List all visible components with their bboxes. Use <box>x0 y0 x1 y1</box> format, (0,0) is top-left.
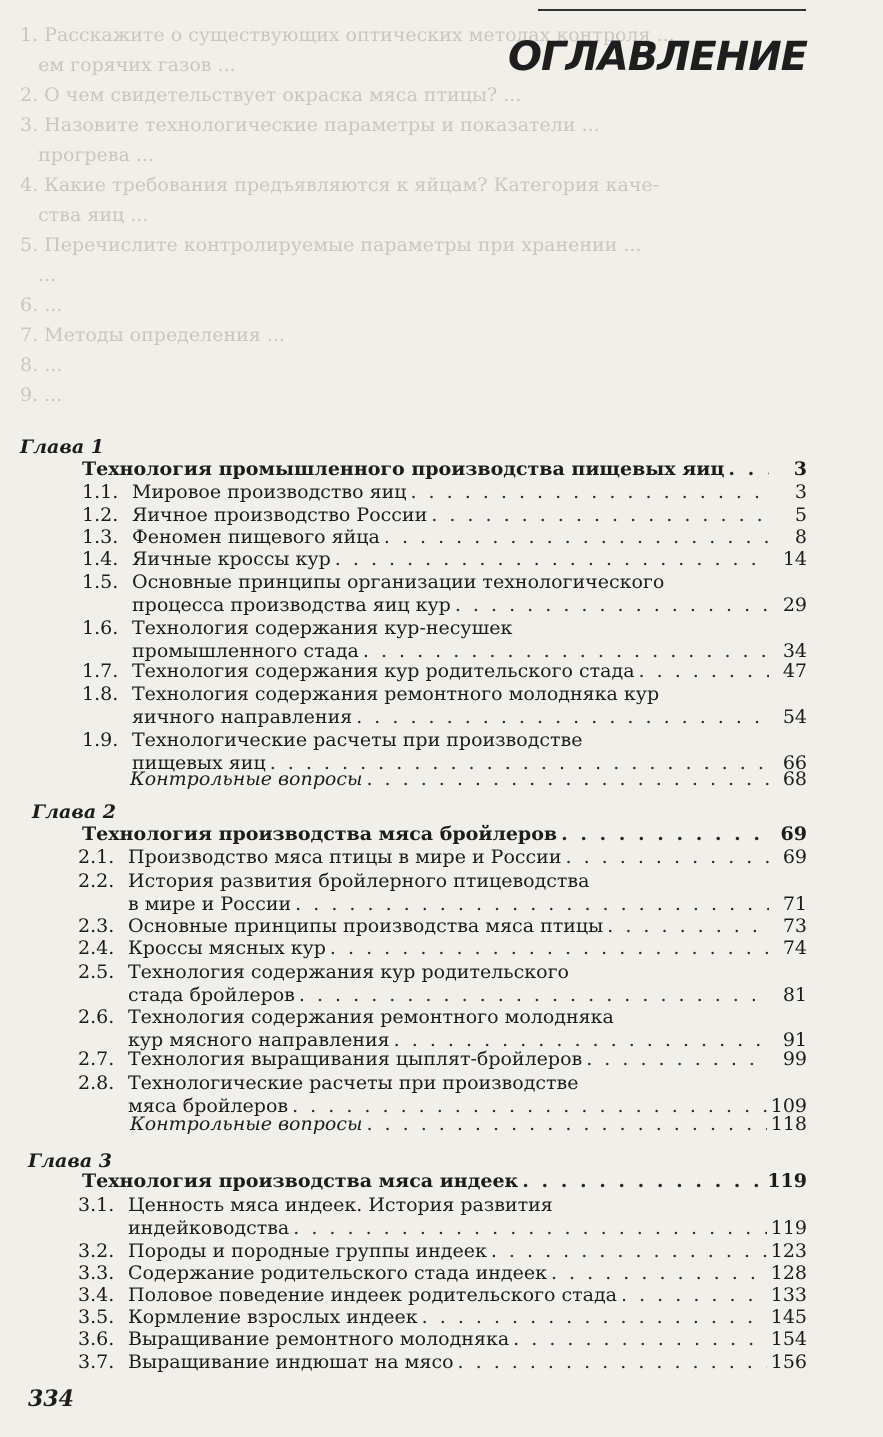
entry-title: индейководства <box>128 1216 290 1239</box>
bleed-through-line: 2. О чем свидетельствует окраска мяса птицы? ... <box>20 84 522 106</box>
entry-title: Контрольные вопросы <box>130 768 363 790</box>
page-reference: 99 <box>782 1048 807 1070</box>
section-number: 3.2. <box>78 1240 115 1262</box>
page-reference: 74 <box>782 937 807 959</box>
page-reference: 34 <box>782 639 807 662</box>
section-number: 1.8. <box>82 683 119 705</box>
bleed-through-line: 1. Расскажите о существующих оптических методах контроля ... <box>20 24 675 46</box>
bleed-through-line: 5. Перечислите контролируемые параметры при хранении ... <box>20 234 642 256</box>
section-number: 2.6. <box>78 1006 115 1028</box>
section-number: 3.5. <box>78 1306 115 1328</box>
page-reference: 66 <box>782 751 807 774</box>
bleed-through-line: 3. Назовите технологические параметры и показатели ... <box>20 114 600 136</box>
page-reference: 5 <box>794 504 807 526</box>
dot-leader <box>728 458 769 481</box>
dot-leader <box>607 915 769 938</box>
entry-title: История развития бройлерного птицеводства <box>128 870 590 892</box>
page-reference: 68 <box>782 768 807 790</box>
section-number: 2.7. <box>78 1048 115 1070</box>
page-reference: 14 <box>782 548 807 570</box>
page-reference: 156 <box>770 1351 807 1373</box>
chapter-label: Глава 1 <box>20 436 104 458</box>
section-entry <box>78 846 807 869</box>
page-reference: 3 <box>793 458 807 480</box>
section-entry <box>78 1351 807 1374</box>
review-questions-entry <box>130 1113 807 1136</box>
page-reference: 109 <box>770 1094 807 1117</box>
section-number: 1.6. <box>82 617 119 639</box>
dot-leader <box>621 1284 767 1307</box>
section-number: 1.3. <box>82 526 119 548</box>
bleed-through-line: 6. ... <box>20 294 63 316</box>
page-number: 334 <box>28 1386 74 1412</box>
dot-leader <box>458 1351 767 1374</box>
dot-leader <box>295 893 769 916</box>
section-entry <box>82 504 807 527</box>
page-reference: 47 <box>782 660 807 682</box>
entry-title: Яичные кроссы кур <box>132 548 331 570</box>
entry-title: Контрольные вопросы <box>130 1113 363 1135</box>
entry-title: промышленного стада <box>132 639 359 662</box>
bleed-through-line: ства яиц ... <box>20 204 149 226</box>
dot-leader <box>639 660 769 683</box>
section-number: 3.7. <box>78 1351 115 1373</box>
section-number: 1.9. <box>82 729 119 751</box>
entry-title: Технологические расчеты при производстве <box>128 1072 579 1094</box>
section-entry <box>78 1284 807 1307</box>
chapter-title-entry <box>82 823 807 846</box>
bleed-through-line: ем горячих газов ... <box>20 54 236 76</box>
page-title: ОГЛАВЛЕНИЕ <box>508 34 807 80</box>
section-number: 2.2. <box>78 870 115 892</box>
section-number: 1.7. <box>82 660 119 682</box>
page-reference: 73 <box>782 915 807 937</box>
entry-title: Основные принципы организации технологического <box>132 571 665 593</box>
entry-title: Технология содержания кур родительского <box>128 961 569 983</box>
entry-title: Содержание родительского стада индеек <box>128 1262 547 1284</box>
section-number: 3.1. <box>78 1194 115 1216</box>
dot-leader <box>491 1240 767 1263</box>
entry-title: Технология содержания ремонтного молодняка кур <box>132 683 660 705</box>
section-entry <box>78 1240 807 1263</box>
entry-title: Породы и породные группы индеек <box>128 1240 487 1262</box>
page-reference: 133 <box>770 1284 807 1306</box>
section-entry <box>82 617 807 662</box>
section-number: 1.2. <box>82 504 119 526</box>
section-entry <box>82 526 807 549</box>
page-reference: 3 <box>794 481 807 503</box>
section-entry <box>78 1306 807 1329</box>
dot-leader <box>586 1048 769 1071</box>
section-number: 3.4. <box>78 1284 115 1306</box>
dot-leader <box>299 984 769 1007</box>
section-entry <box>78 1006 807 1051</box>
entry-title: мяса бройлеров <box>128 1094 289 1117</box>
dot-leader <box>566 846 769 869</box>
page-reference: 118 <box>770 1113 807 1135</box>
dot-leader <box>513 1328 767 1351</box>
entry-title: пищевых яиц <box>132 751 266 774</box>
page-reference: 69 <box>780 823 807 845</box>
page-reference: 119 <box>770 1216 807 1239</box>
entry-title: яичного направления <box>132 705 353 728</box>
section-entry <box>78 1194 807 1239</box>
page-reference: 154 <box>770 1328 807 1350</box>
entry-title: Технология выращивания цыплят-бройлеров <box>128 1048 583 1070</box>
section-number: 2.3. <box>78 915 115 937</box>
entry-title: Технология содержания кур-несушек <box>132 617 513 639</box>
bleed-through-line: 9. ... <box>20 384 63 406</box>
chapter-label: Глава 3 <box>28 1150 112 1172</box>
dot-leader <box>410 481 769 504</box>
review-questions-entry <box>130 768 807 791</box>
bleed-through-line: 8. ... <box>20 354 63 376</box>
dot-leader <box>561 823 769 846</box>
section-number: 1.1. <box>82 481 119 503</box>
section-number: 3.3. <box>78 1262 115 1284</box>
entry-title: Технология промышленного производства пищевых яиц <box>82 458 725 480</box>
section-entry <box>82 548 807 571</box>
entry-title: Половое поведение индеек родительского стада <box>128 1284 617 1306</box>
entry-title: стада бройлеров <box>128 983 295 1006</box>
entry-title: Мировое производство яиц <box>132 481 407 503</box>
section-number: 1.5. <box>82 571 119 593</box>
entry-title: Ценность мяса индеек. История развития <box>128 1194 553 1216</box>
entry-title: Технологические расчеты при производстве <box>132 729 583 751</box>
page-reference: 8 <box>794 526 807 548</box>
chapter-label: Глава 2 <box>32 801 116 823</box>
entry-title: Феномен пищевого яйца <box>132 526 380 548</box>
page-reference: 81 <box>782 983 807 1006</box>
dot-leader <box>356 706 769 729</box>
page-reference: 54 <box>782 705 807 728</box>
page-reference: 69 <box>782 846 807 868</box>
dot-leader <box>455 594 769 617</box>
dot-leader <box>293 1217 766 1240</box>
page-reference: 128 <box>770 1262 807 1284</box>
chapter-title-entry <box>82 1170 807 1193</box>
bleed-through-line: ... <box>20 264 57 286</box>
dot-leader <box>384 526 769 549</box>
page-reference: 29 <box>782 593 807 616</box>
section-number: 1.4. <box>82 548 119 570</box>
entry-title: Кормление взрослых индеек <box>128 1306 418 1328</box>
entry-title: в мире и России <box>128 892 292 915</box>
section-entry <box>78 1328 807 1351</box>
section-entry <box>78 1262 807 1285</box>
entry-title: процесса производства яиц кур <box>132 593 451 616</box>
entry-title: Кроссы мясных кур <box>128 937 326 959</box>
page-reference: 119 <box>767 1170 807 1192</box>
dot-leader <box>431 504 769 527</box>
page-reference: 91 <box>782 1028 807 1051</box>
section-entry <box>78 1072 807 1117</box>
bleed-through-line: 4. Какие требования предъявляются к яйцам? Категория каче- <box>20 174 660 196</box>
section-entry <box>78 870 807 915</box>
section-entry <box>82 481 807 504</box>
section-entry <box>82 571 807 616</box>
entry-title: Яичное производство России <box>132 504 428 526</box>
entry-title: кур мясного направления <box>128 1028 390 1051</box>
entry-title: Производство мяса птицы в мире и России <box>128 846 562 868</box>
dot-leader <box>335 548 769 571</box>
entry-title: Технология производства мяса бройлеров <box>82 823 558 845</box>
dot-leader <box>422 1306 767 1329</box>
section-number: 2.1. <box>78 846 115 868</box>
dot-leader <box>551 1262 767 1285</box>
dot-leader <box>522 1170 763 1193</box>
section-entry <box>82 683 807 728</box>
section-number: 2.5. <box>78 961 115 983</box>
section-number: 2.4. <box>78 937 115 959</box>
entry-title: Основные принципы производства мяса птицы <box>128 915 604 937</box>
entry-title: Технология производства мяса индеек <box>82 1170 519 1192</box>
page-reference: 123 <box>770 1240 807 1262</box>
entry-title: Технология содержания кур родительского стада <box>132 660 635 682</box>
page-reference: 71 <box>782 892 807 915</box>
dot-leader <box>363 640 769 663</box>
dot-leader <box>330 937 769 960</box>
header-rule <box>538 9 806 11</box>
section-number: 3.6. <box>78 1328 115 1350</box>
bleed-through-line: 7. Методы определения ... <box>20 324 285 346</box>
section-entry <box>78 937 807 960</box>
section-entry <box>78 1048 807 1071</box>
bleed-through-line: прогрева ... <box>20 144 154 166</box>
dot-leader <box>366 768 769 791</box>
entry-title: Выращивание ремонтного молодняка <box>128 1328 510 1350</box>
page-reference: 145 <box>770 1306 807 1328</box>
section-entry <box>82 660 807 683</box>
entry-title: Технология содержания ремонтного молодняка <box>128 1006 614 1028</box>
section-number: 2.8. <box>78 1072 115 1094</box>
dot-leader <box>366 1113 766 1136</box>
chapter-title-entry <box>82 458 807 481</box>
entry-title: Выращивание индюшат на мясо <box>128 1351 454 1373</box>
section-entry <box>78 915 807 938</box>
section-entry <box>78 961 807 1006</box>
